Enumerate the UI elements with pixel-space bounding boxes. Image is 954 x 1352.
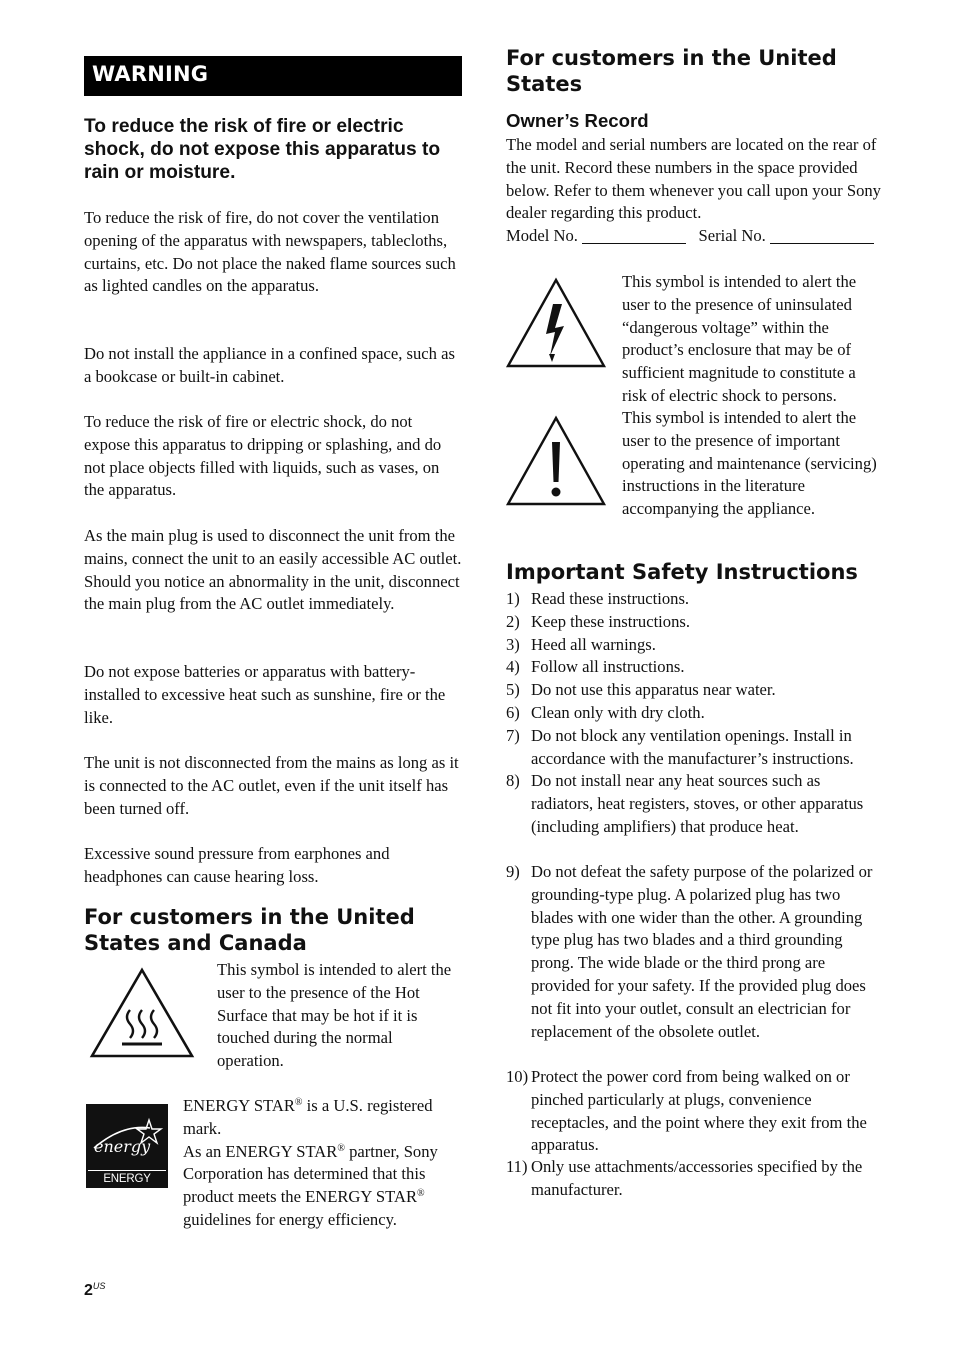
owners-record-text: The model and serial numbers are located on the rear of the unit. Record these numbers in the space provided below. Refer to them whenever you call upon your Sony dealer regarding this product. [506, 135, 881, 223]
instruction-text: Clean only with dry cloth. [531, 703, 705, 722]
energy-text-b5: guidelines for energy efficiency. [183, 1209, 397, 1229]
instruction-number: 7) [506, 726, 520, 745]
energy-text-a1: ENERGY STAR [183, 1096, 295, 1115]
warning-paragraph-2: Do not install the appliance in a confined space, such as a bookcase or built-in cabinet. [84, 344, 455, 386]
instruction-number: 4) [506, 657, 520, 676]
instruction-number: 10) [506, 1067, 529, 1086]
warning-lead: To reduce the risk of fire or electric shock, do not expose this apparatus to rain or moisture. [84, 116, 441, 183]
warning-paragraph-5: Do not expose batteries or apparatus with battery-installed to excessive heat such as sunshine, fire or the like. [84, 662, 446, 727]
svg-text:energy: energy [94, 1137, 151, 1156]
warning-label: WARNING [92, 62, 209, 86]
energy-text-b1: As an ENERGY STAR [183, 1141, 338, 1161]
instruction-text: Do not install near any heat sources such as radiators, heat registers, stoves, or other apparatus (including amplifiers) that produce heat. [531, 771, 864, 836]
instruction-text: Do not defeat the safety purpose of the polarized or grounding-type plug. A polarized plug has two blades with one wider than the other. A grounding type plug has two blades and a third grounding prong. The wide blade or the third prong are provided for your safety. If the provided plug does not fit into your outlet, consult an electrician for replacement of the obsolete outlet. [531, 862, 873, 1041]
instruction-number: 2) [506, 612, 520, 631]
registered-mark: ® [337, 1142, 345, 1154]
warning-paragraph-4: As the main plug is used to disconnect the unit from the mains, connect the unit to an easily accessible AC outlet. Should you notice an abnormality in the unit, disconnect the main plug from the AC outlet immediately. [84, 526, 462, 614]
hot-surface-text: This symbol is intended to alert the user to the presence of the Hot Surface that may be hot if it is touched during the normal operation. [217, 960, 452, 1071]
energy-text-b3: partner, Sony Corporation has determined that this product meets the ENERGY STAR [183, 1141, 438, 1207]
energy-star-logo-label: ENERGY STAR [88, 1170, 166, 1187]
model-number-field [582, 227, 686, 244]
energy-star-logo [86, 1104, 168, 1201]
instruction-number: 1) [506, 589, 520, 608]
page-number-value: 2 [84, 1282, 93, 1299]
instruction-text: Heed all warnings. [531, 635, 656, 654]
energy-text-a3: is a U.S. registered mark. [183, 1096, 433, 1138]
warning-paragraph-6: The unit is not disconnected from the mains as long as it is connected to the AC outlet, even if the unit itself has been turned off. [84, 753, 459, 818]
energy-star-text [183, 1095, 463, 1232]
serial-number-field [770, 227, 874, 244]
registered-mark: ® [294, 1097, 303, 1108]
model-serial-line [506, 225, 886, 248]
instruction-number: 3) [506, 635, 520, 654]
us-heading: For customers in the United States [506, 46, 837, 96]
warning-banner [84, 56, 462, 96]
instruction-text: Follow all instructions. [531, 657, 685, 676]
warning-paragraph-3: To reduce the risk of fire or electric shock, do not expose this apparatus to dripping or splashing, and do not place objects filled with liquids, such as vases, on the apparatus. [84, 412, 442, 500]
warning-paragraph-1: To reduce the risk of fire, do not cover the ventilation opening of the apparatus with newspapers, tablecloths, curtains, etc. Do not place the naked flame sources such as lighted candles on the apparatus. [84, 208, 456, 296]
page-number [84, 1281, 105, 1300]
instruction-number: 8) [506, 771, 520, 790]
instruction-text: Protect the power cord from being walked on or pinched particularly at plugs, convenience receptacles, and the point where they exit from the apparatus. [531, 1067, 867, 1155]
dangerous-voltage-icon [504, 276, 608, 370]
page-number-suffix: US [92, 1281, 106, 1291]
instruction-text: Read these instructions. [531, 589, 690, 608]
instruction-number: 5) [506, 680, 520, 699]
instruction-text: Keep these instructions. [531, 612, 690, 631]
serial-label: Serial No. [698, 226, 766, 245]
instruction-number: 6) [506, 703, 520, 722]
safety-heading: Important Safety Instructions [506, 560, 858, 584]
voltage-symbol-text: This symbol is intended to alert the user to the presence of uninsulated “dangerous voltage” within the product’s enclosure that may be of sufficient magnitude to constitute a risk of electric shock to persons. [622, 272, 857, 405]
us-canada-heading: For customers in the United States and Canada [84, 905, 415, 955]
instruction-text: Only use attachments/accessories specified by the manufacturer. [531, 1157, 863, 1199]
instruction-text: Do not block any ventilation openings. Install in accordance with the manufacturer’s instructions. [531, 726, 854, 768]
owners-record-heading: Owner’s Record [506, 110, 649, 131]
energy-star-icon [86, 1104, 168, 1168]
instruction-number: 9) [506, 862, 520, 881]
hot-surface-warning-icon [88, 966, 196, 1060]
instruction-number: 11) [506, 1157, 528, 1176]
model-label: Model No. [506, 226, 578, 245]
exclamation-warning-icon [504, 414, 608, 508]
exclamation-symbol-text: This symbol is intended to alert the user to the presence of important operating and maintenance (servicing) instructions in the literature accompanying the appliance. [622, 408, 877, 519]
registered-mark: ® [417, 1188, 425, 1200]
instruction-text: Do not use this apparatus near water. [531, 680, 776, 699]
warning-paragraph-7: Excessive sound pressure from earphones and headphones can cause hearing loss. [84, 844, 390, 886]
